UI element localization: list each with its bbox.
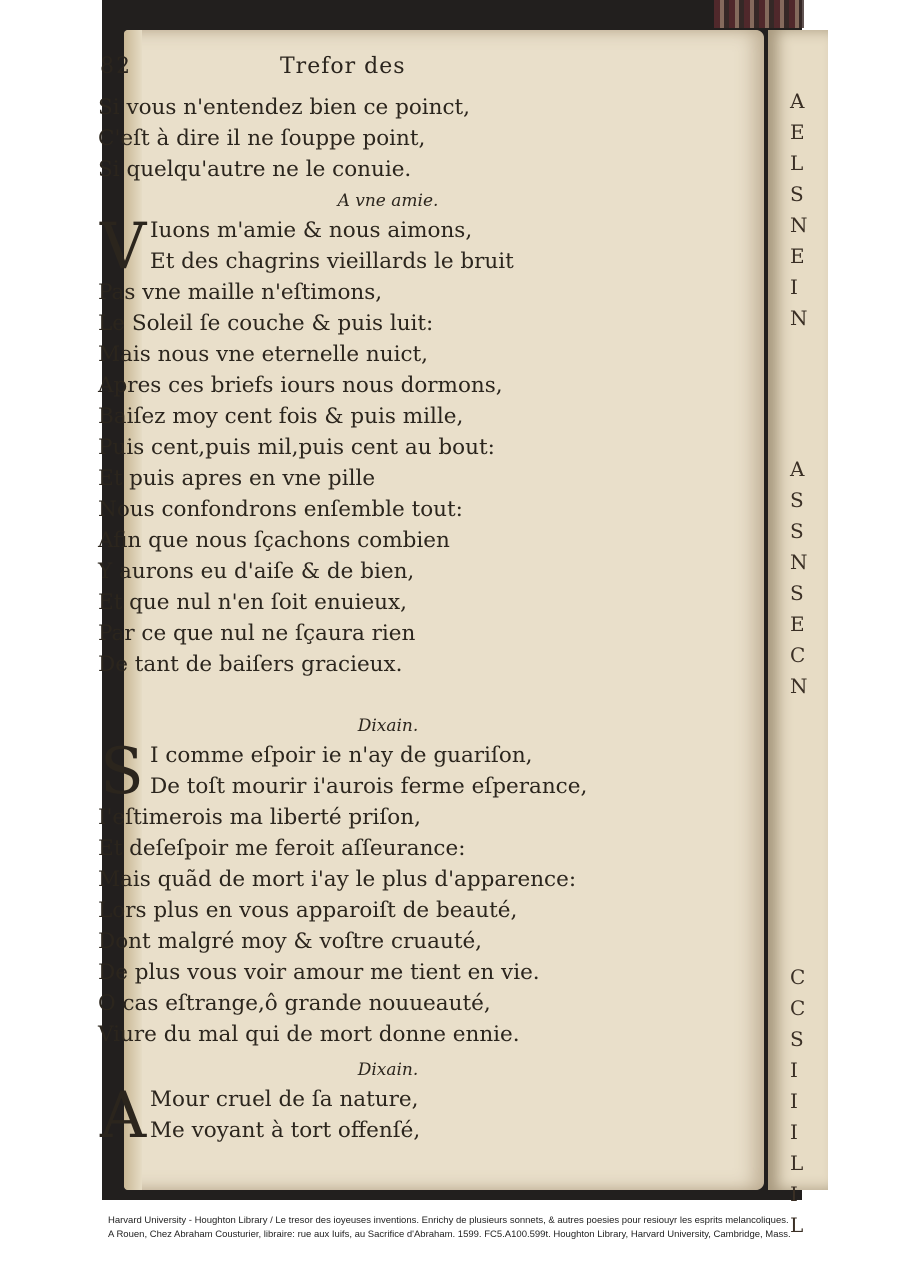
verse-line: Afin que nous ſçachons combien: [98, 528, 450, 553]
facing-page-letter: C: [790, 996, 806, 1020]
verse-line: Lors plus en vous apparoiſt de beauté,: [98, 898, 518, 923]
verse-line: De tant de baiſers gracieux.: [98, 652, 403, 677]
verse-line: Et puis apres en vne pille: [98, 466, 376, 491]
caption-line: A Rouen, Chez Abraham Cousturier, libraire: rue aux Iuifs, au Sacrifice d'Abraham. 1599. FC5.A100.599t. Houghton Library, Harvard University, Cambridge, Mass.: [108, 1229, 791, 1240]
verse-line: De plus vous voir amour me tient en vie.: [98, 960, 540, 985]
facing-page-letter: A: [790, 457, 805, 481]
drop-cap: S: [100, 735, 144, 809]
verse-line: Par ce que nul ne ſçaura rien: [98, 621, 416, 646]
verse-line: Et que nul n'en ſoit enuieux,: [98, 590, 407, 615]
facing-page-letter: S: [790, 581, 804, 605]
facing-page-letter: S: [790, 488, 804, 512]
facing-page-letter: N: [790, 550, 808, 574]
facing-page-letter: I: [790, 1120, 798, 1144]
verse-line: De toſt mourir i'aurois ferme eſperance,: [150, 774, 588, 799]
verse-line: Nous confondrons enſemble tout:: [98, 497, 463, 522]
page-header: [100, 54, 620, 86]
verse-line: Dont malgré moy & voſtre cruauté,: [98, 929, 483, 954]
page-number: 82: [100, 54, 132, 79]
verse-line: Apres ces briefs iours nous dormons,: [98, 373, 503, 398]
facing-page-letter: N: [790, 213, 808, 237]
poem-title: Dixain.: [357, 1060, 419, 1080]
facing-page-letter: I: [790, 275, 798, 299]
facing-page-letter: C: [790, 643, 806, 667]
poem-a-vne-amie: [98, 210, 658, 680]
verse-line: O cas eſtrange,ô grande nouueauté,: [98, 991, 491, 1016]
facing-page-letter: E: [790, 244, 805, 268]
facing-page-letter: S: [790, 1027, 804, 1051]
poem-title: Dixain.: [357, 716, 419, 736]
drop-cap: V: [100, 210, 147, 284]
facing-page-letter: N: [790, 306, 808, 330]
drop-cap: A: [100, 1079, 147, 1153]
verse-line: Iuons m'amie & nous aimons,: [150, 218, 473, 243]
verse-line: Puis cent,puis mil,puis cent au bout:: [98, 435, 495, 460]
facing-page-letter: E: [790, 612, 805, 636]
verse-line: Mais nous vne eternelle nuict,: [98, 342, 428, 367]
verse-line: Si vous n'entendez bien ce poinct,: [98, 95, 471, 120]
verse-line: I'eſtimerois ma liberté priſon,: [98, 805, 421, 830]
verse-line: Et deſeſpoir me feroit aſſeurance:: [98, 836, 466, 861]
facing-page-letter: E: [790, 120, 805, 144]
poem-title: A vne amie.: [337, 191, 439, 211]
verse-line: C'eſt à dire il ne ſouppe point,: [98, 126, 426, 151]
facing-page-letter: I: [790, 1089, 798, 1113]
facing-page-letter: L: [790, 1213, 804, 1237]
facing-page-letter: I: [790, 1058, 798, 1082]
verse-line: Mour cruel de ſa nature,: [150, 1087, 419, 1112]
facing-page-letter: N: [790, 674, 808, 698]
facing-page-letter: I: [790, 1182, 798, 1206]
facing-page-letter: C: [790, 965, 806, 989]
verse-line: Y aurons eu d'aiſe & de bien,: [98, 559, 415, 584]
poem-dixain-2: [98, 1079, 658, 1153]
verse-line: I comme eſpoir ie n'ay de guariſon,: [150, 743, 533, 768]
running-title: Trefor des: [280, 54, 406, 79]
facing-page-letter: S: [790, 519, 804, 543]
facing-page-letter: S: [790, 182, 804, 206]
verse-line: Pas vne maille n'eſtimons,: [98, 280, 383, 305]
library-caption: [108, 1214, 798, 1242]
page-text: [98, 92, 658, 1153]
facing-page-letters: [770, 0, 808, 1241]
facing-page-letter: L: [790, 1151, 804, 1175]
verse-line: Baiſez moy cent fois & puis mille,: [98, 404, 464, 429]
facing-page-letter: A: [790, 89, 805, 113]
poem-dixain-1: [98, 735, 658, 1050]
caption-line: Harvard University - Houghton Library / Le tresor des ioyeuses inventions. Enrichy de plusieurs sonnets, & autres poesies pour resiouyr les esprits melancoliques.: [108, 1215, 789, 1226]
verse-line: Viure du mal qui de mort donne ennie.: [98, 1022, 520, 1047]
verse-line: Me voyant à tort offenſé,: [150, 1118, 421, 1143]
verse-line: Mais quãd de mort i'ay le plus d'apparence:: [98, 867, 577, 892]
facing-page-letter: L: [790, 151, 804, 175]
verse-line: Si quelqu'autre ne le conuie.: [98, 157, 412, 182]
verse-line: Et des chagrins vieillards le bruit: [150, 249, 514, 274]
verse-line: Le Soleil ſe couche & puis luit:: [98, 311, 434, 336]
